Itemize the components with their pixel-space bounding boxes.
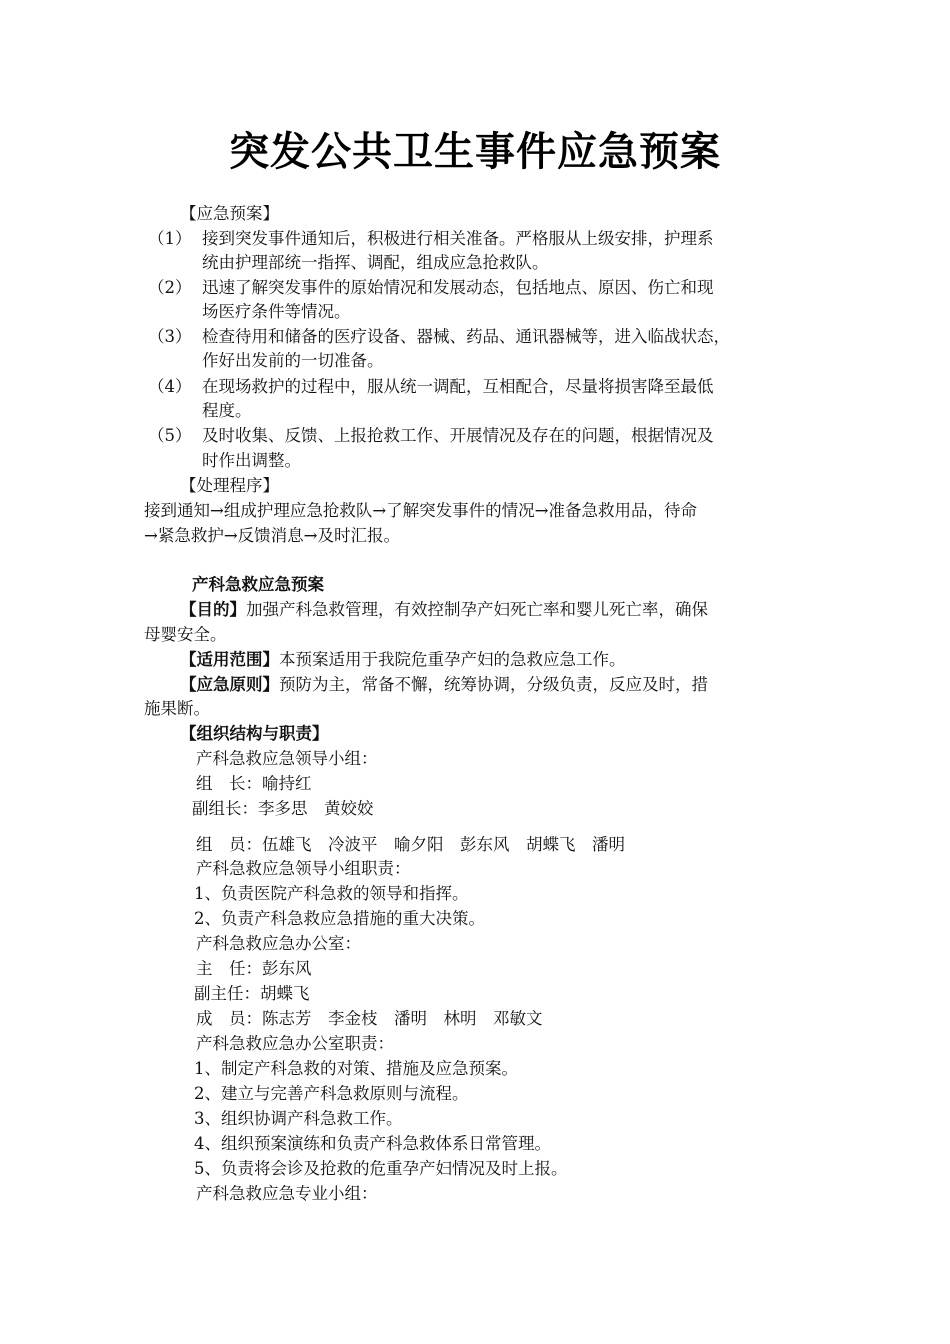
item-text-continued: 场医疗条件等情况。 [202,302,351,321]
office-director: 主 任：彭东风 [196,959,312,978]
page-title: 突发公共卫生事件应急预案 [229,129,721,175]
scope-text: 本预案适用于我院危重孕产妇的急救应急工作。 [279,650,626,669]
office-duty-item: 5、负责将会诊及抢救的危重孕产妇情况及时上报。 [194,1159,568,1178]
group-members: 组 员：伍雄飞 冷波平 喻夕阳 彭东风 胡蝶飞 潘明 [196,835,625,854]
leader-duty-item: 2、负责产科急救应急措施的重大决策。 [194,909,485,928]
org-structure-heading: 【组织结构与职责】 [180,724,329,743]
purpose-paragraph [180,599,708,621]
item-number: （1） [148,229,192,248]
item-text: 及时收集、反馈、上报抢救工作、开展情况及存在的问题，根据情况及 [202,426,714,445]
office-duty-item: 3、组织协调产科急救工作。 [194,1109,403,1128]
office-duty-title: 产科急救应急办公室职责： [196,1034,394,1053]
obstetric-plan-heading: 产科急救应急预案 [192,575,324,594]
item-number: （2） [148,278,192,297]
office-duty-item: 2、建立与完善产科急救原则与流程。 [194,1084,469,1103]
purpose-label: 【目的】 [180,600,246,619]
scope-paragraph [180,649,626,671]
procedure-text-continued: →紧急救护→反馈消息→及时汇报。 [144,526,400,545]
office-title: 产科急救应急办公室： [196,934,361,953]
scope-label: 【适用范围】 [180,650,279,669]
procedure-heading: 【处理程序】 [180,476,279,495]
group-leader: 组 长：喻持红 [196,774,312,793]
item-text-continued: 时作出调整。 [202,451,301,470]
principle-text: 预防为主，常备不懈，统筹协调，分级负责，反应及时，措 [279,675,708,694]
vice-group-leader: 副组长：李多思 黄姣姣 [192,799,374,818]
item-text: 检查待用和储备的医疗设备、器械、药品、通讯器械等，进入临战状态， [202,327,730,346]
item-number: （4） [148,377,192,396]
purpose-text-continued: 母婴安全。 [144,625,227,644]
principle-paragraph [180,674,708,696]
item-text-continued: 统由护理部统一指挥、调配，组成应急抢救队。 [202,253,549,272]
procedure-text: 接到通知→组成护理应急抢救队→了解突发事件的情况→准备急救用品，待命 [144,501,697,520]
item-text: 迅速了解突发事件的原始情况和发展动态，包括地点、原因、伤亡和现 [202,278,714,297]
item-number: （5） [148,426,192,445]
office-members: 成 员：陈志芳 李金枝 潘明 林明 邓敏文 [196,1009,543,1028]
item-text-continued: 作好出发前的一切准备。 [202,351,384,370]
purpose-text: 加强产科急救管理，有效控制孕产妇死亡率和婴儿死亡率，确保 [246,600,708,619]
leader-duty-item: 1、负责医院产科急救的领导和指挥。 [194,884,469,903]
item-text: 在现场救护的过程中，服从统一调配，互相配合，尽量将损害降至最低 [202,377,714,396]
emergency-plan-heading: 【应急预案】 [180,204,279,223]
item-number: （3） [148,327,192,346]
office-duty-item: 4、组织预案演练和负责产科急救体系日常管理。 [194,1134,551,1153]
office-vice-director: 副主任：胡蝶飞 [194,984,310,1003]
principle-label: 【应急原则】 [180,675,279,694]
principle-text-continued: 施果断。 [144,699,210,718]
office-duty-item: 1、制定产科急救的对策、措施及应急预案。 [194,1059,518,1078]
item-text-continued: 程度。 [202,401,252,420]
leader-group-title: 产科急救应急领导小组： [196,749,378,768]
item-text: 接到突发事件通知后，积极进行相关准备。严格服从上级安排，护理系 [202,229,714,248]
special-group-title: 产科急救应急专业小组： [196,1184,378,1203]
leader-duty-title: 产科急救应急领导小组职责： [196,859,411,878]
